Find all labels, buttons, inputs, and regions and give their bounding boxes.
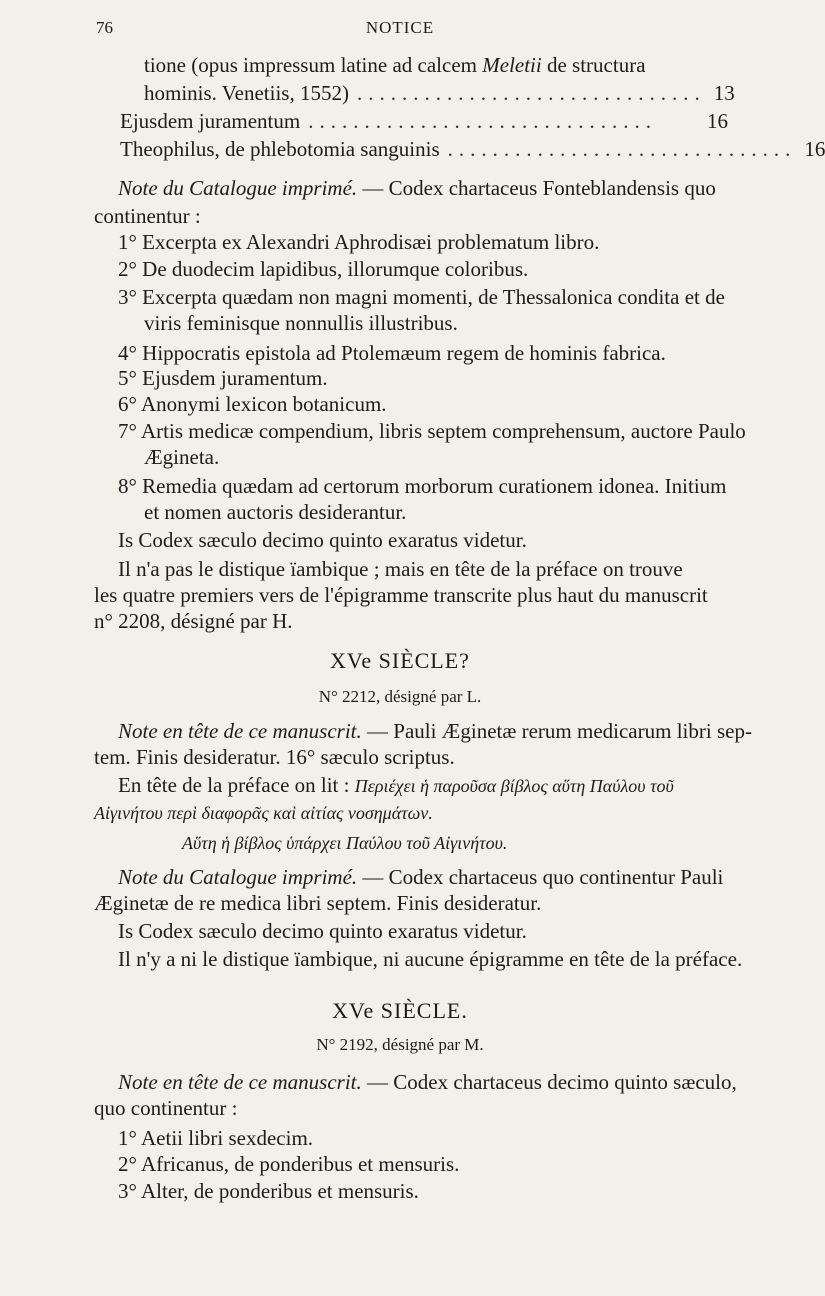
list-item: 2° Africanus, de ponderibus et mensuris. xyxy=(118,1152,460,1176)
note-manuscript: Note en tête de ce manuscrit. — Codex chartaceus decimo quinto sæculo, xyxy=(118,1070,737,1094)
note-continuation: tem. Finis desideratur. 16° sæculo scriptus. xyxy=(94,745,455,769)
list-item: et nomen auctoris desiderantur. xyxy=(144,500,407,524)
preface-line: En tête de la préface on lit : Περιέχει ἡ παροῦσα βίβλος αὕτη Παύλου τοῦ xyxy=(118,773,674,797)
note-manuscript: Note en tête de ce manuscrit. — Pauli Æginetæ rerum medicarum libri sep- xyxy=(118,719,752,743)
page-number: 76 xyxy=(96,18,113,37)
section-heading: XVe SIÈCLE. xyxy=(332,998,468,1023)
list-item: 3° Alter, de ponderibus et mensuris. xyxy=(118,1179,419,1203)
codex-date: Is Codex sæculo decimo quinto exaratus videtur. xyxy=(118,919,527,943)
list-item: Ægineta. xyxy=(144,445,220,469)
toc-entry: Theophilus, de phlebotomia sanguinis ............................... 16 xyxy=(120,137,825,161)
list-item: 5° Ejusdem juramentum. xyxy=(118,366,328,390)
paragraph-line: les quatre premiers vers de l'épigramme transcrite plus haut du manuscrit xyxy=(94,583,708,607)
list-item: 7° Artis medicæ compendium, libris septem comprehensum, auctore Paulo xyxy=(118,419,746,443)
paragraph-line: Il n'y a ni le distique ïambique, ni aucune épigramme en tête de la préface. xyxy=(118,947,743,971)
toc-continuation: tione (opus impressum latine ad calcem Meletii de structura xyxy=(144,53,646,77)
list-item: 3° Excerpta quædam non magni momenti, de Thessalonica condita et de xyxy=(118,285,725,309)
toc-entry: Ejusdem juramentum ............................... 16 xyxy=(120,109,728,133)
section-subheading: N° 2212, désigné par L. xyxy=(318,687,482,706)
paragraph-line: Il n'a pas le distique ïambique ; mais en tête de la préface on trouve xyxy=(118,557,683,581)
section-subheading: N° 2192, désigné par M. xyxy=(316,1035,484,1054)
running-title: NOTICE xyxy=(365,18,435,37)
toc-entry: hominis. Venetiis, 1552) ............................... 13 xyxy=(144,81,735,105)
list-item: viris feminisque nonnullis illustribus. xyxy=(144,311,458,335)
note-catalogue: Note du Catalogue imprimé. — Codex chartaceus Fonteblandensis quo xyxy=(118,176,716,200)
list-item: 2° De duodecim lapidibus, illorumque coloribus. xyxy=(118,257,529,281)
note-catalogue: Note du Catalogue imprimé. — Codex chartaceus quo continentur Pauli xyxy=(118,865,724,889)
section-heading: XVe SIÈCLE? xyxy=(330,648,470,673)
note-continuation: continentur : xyxy=(94,204,201,228)
codex-date: Is Codex sæculo decimo quinto exaratus videtur. xyxy=(118,528,527,552)
list-item: 1° Aetii libri sexdecim. xyxy=(118,1126,314,1150)
note-continuation: Æginetæ de re medica libri septem. Finis desideratur. xyxy=(94,891,542,915)
note-continuation: quo continentur : xyxy=(94,1096,238,1120)
greek-line: Αἰγινήτου περὶ διαφορᾶς καὶ αἰτίας νοσημάτων. xyxy=(94,803,433,823)
list-item: 1° Excerpta ex Alexandri Aphrodisæi problematum libro. xyxy=(118,230,600,254)
greek-line: Αὕτη ἡ βίβλος ὑπάρχει Παύλου τοῦ Αἰγινήτου. xyxy=(182,833,508,853)
list-item: 6° Anonymi lexicon botanicum. xyxy=(118,392,387,416)
list-item: 4° Hippocratis epistola ad Ptolemæum regem de hominis fabrica. xyxy=(118,341,666,365)
paragraph-line: n° 2208, désigné par H. xyxy=(94,609,293,633)
list-item: 8° Remedia quædam ad certorum morborum curationem idonea. Initium xyxy=(118,474,727,498)
